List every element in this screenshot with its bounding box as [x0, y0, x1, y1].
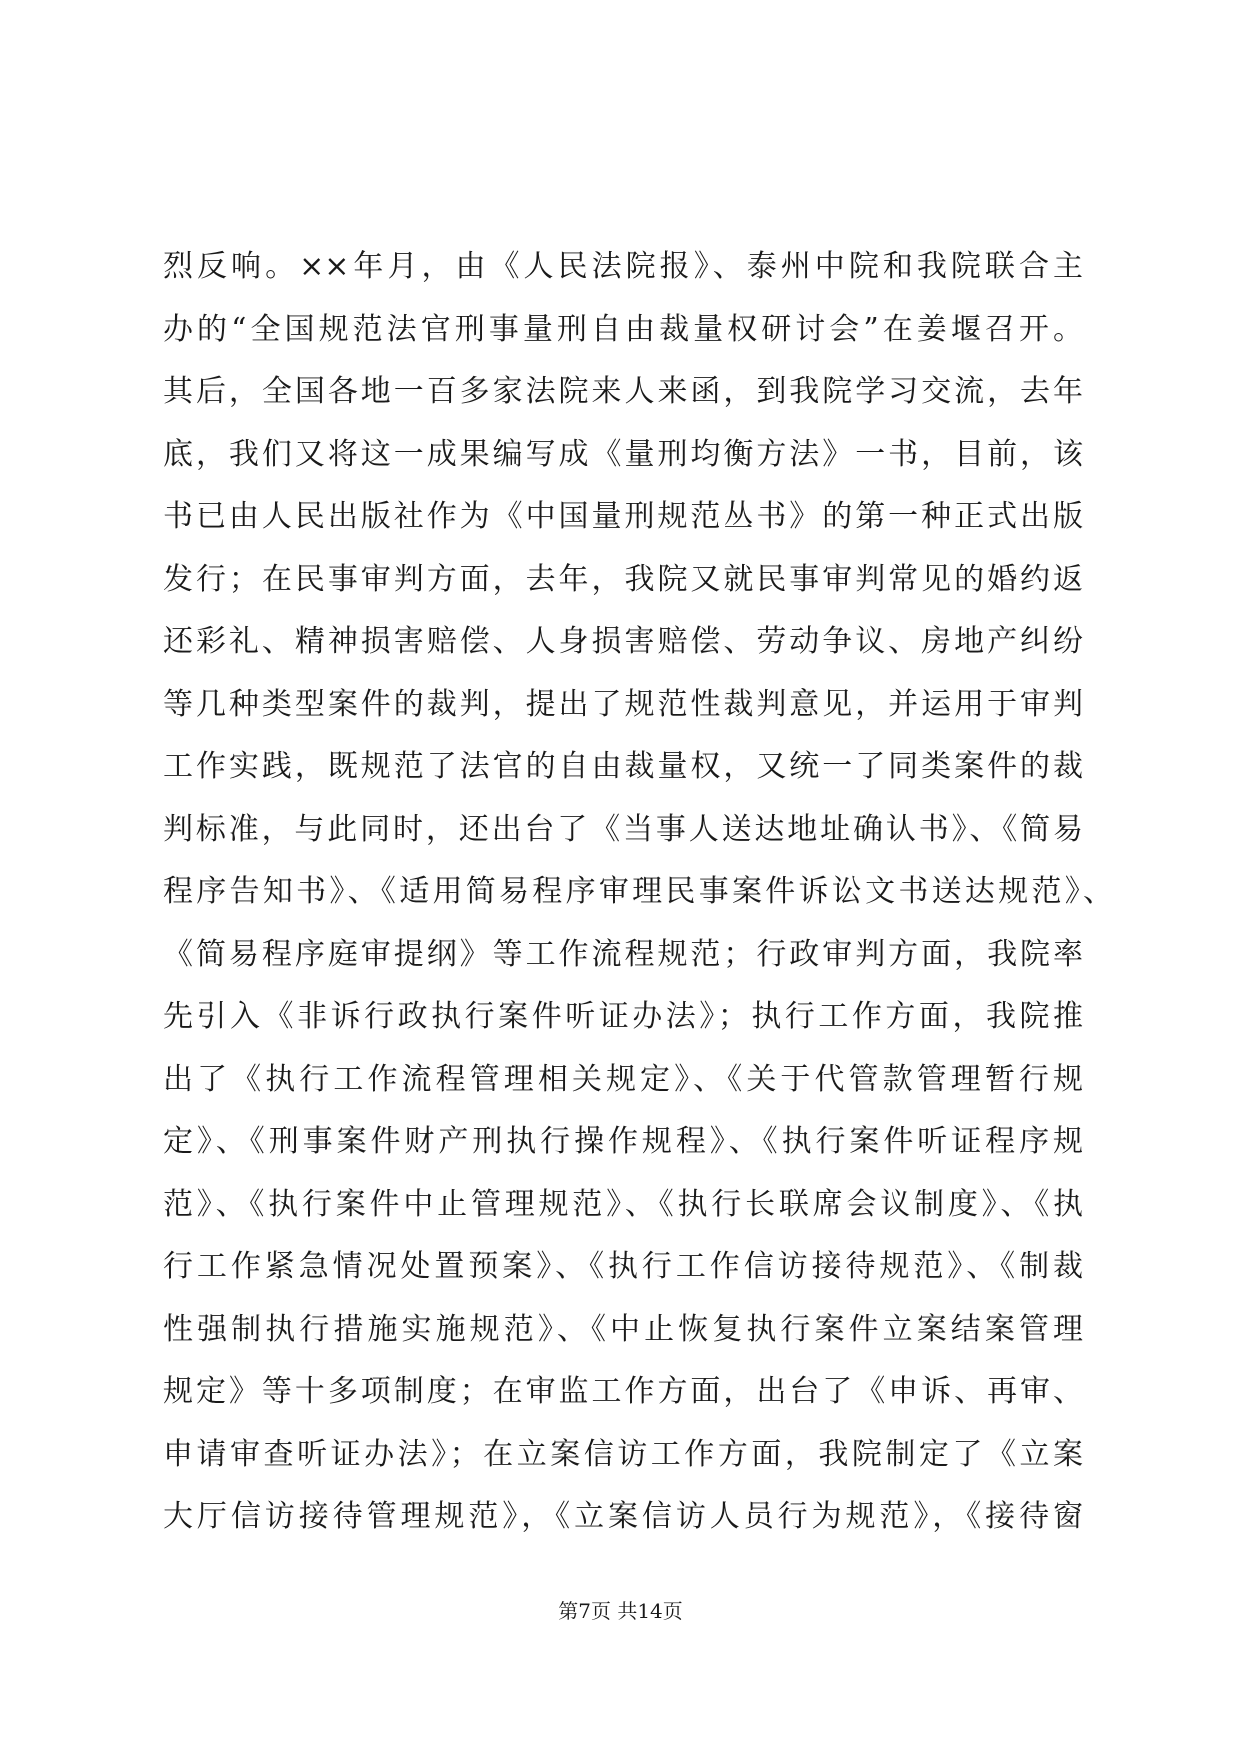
text-line: 烈反响。××年月，由《人民法院报》、泰州中院和我院联合主 — [163, 249, 1083, 284]
page-footer — [0, 1597, 1241, 1625]
text-line: 程序告知书》、《适用简易程序审理民事案件诉讼文书送达规范》、 — [163, 874, 1113, 909]
text-line: 发行；在民事审判方面，去年，我院又就民事审判常见的婚约返 — [163, 561, 1083, 597]
page-number-label: 第7页 共14页 — [558, 1599, 683, 1623]
text-line: 底，我们又将这一成果编写成《量刑均衡方法》一书，目前，该 — [163, 436, 1083, 472]
text-line: 判标准，与此同时，还出台了《当事人送达地址确认书》、《简易 — [163, 811, 1083, 847]
text-line: 先引入《非诉行政执行案件听证办法》；执行工作方面，我院推 — [163, 999, 1083, 1034]
text-line: 行工作紧急情况处置预案》、《执行工作信访接待规范》、《制裁 — [163, 1249, 1083, 1284]
text-line: 规定》等十多项制度；在审监工作方面，出台了《申诉、再审、 — [163, 1374, 1083, 1409]
text-line: 等几种类型案件的裁判，提出了规范性裁判意见，并运用于审判 — [163, 686, 1083, 722]
text-line: 《简易程序庭审提纲》等工作流程规范；行政审判方面，我院率 — [163, 936, 1083, 972]
text-line: 办的“全国规范法官刑事量刑自由裁量权研讨会”在姜堰召开。 — [163, 311, 1083, 347]
text-line: 还彩礼、精神损害赔偿、人身损害赔偿、劳动争议、房地产纠纷 — [163, 624, 1083, 659]
text-line: 定》、《刑事案件财产刑执行操作规程》、《执行案件听证程序规 — [163, 1124, 1083, 1159]
text-line: 出了《执行工作流程管理相关规定》、《关于代管款管理暂行规 — [163, 1061, 1083, 1097]
body-text — [163, 236, 1113, 1549]
text-line: 书已由人民出版社作为《中国量刑规范丛书》的第一种正式出版 — [163, 499, 1083, 534]
text-line: 申请审查听证办法》；在立案信访工作方面，我院制定了《立案 — [163, 1436, 1083, 1472]
text-line: 大厅信访接待管理规范》，《立案信访人员行为规范》，《接待窗 — [163, 1499, 1083, 1534]
text-line: 其后，全国各地一百多家法院来人来函，到我院学习交流，去年 — [163, 374, 1083, 409]
text-line: 工作实践，既规范了法官的自由裁量权，又统一了同类案件的裁 — [163, 749, 1083, 784]
text-line: 性强制执行措施实施规范》、《中止恢复执行案件立案结案管理 — [163, 1311, 1083, 1347]
text-line: 范》、《执行案件中止管理规范》、《执行长联席会议制度》、《执 — [163, 1186, 1083, 1222]
